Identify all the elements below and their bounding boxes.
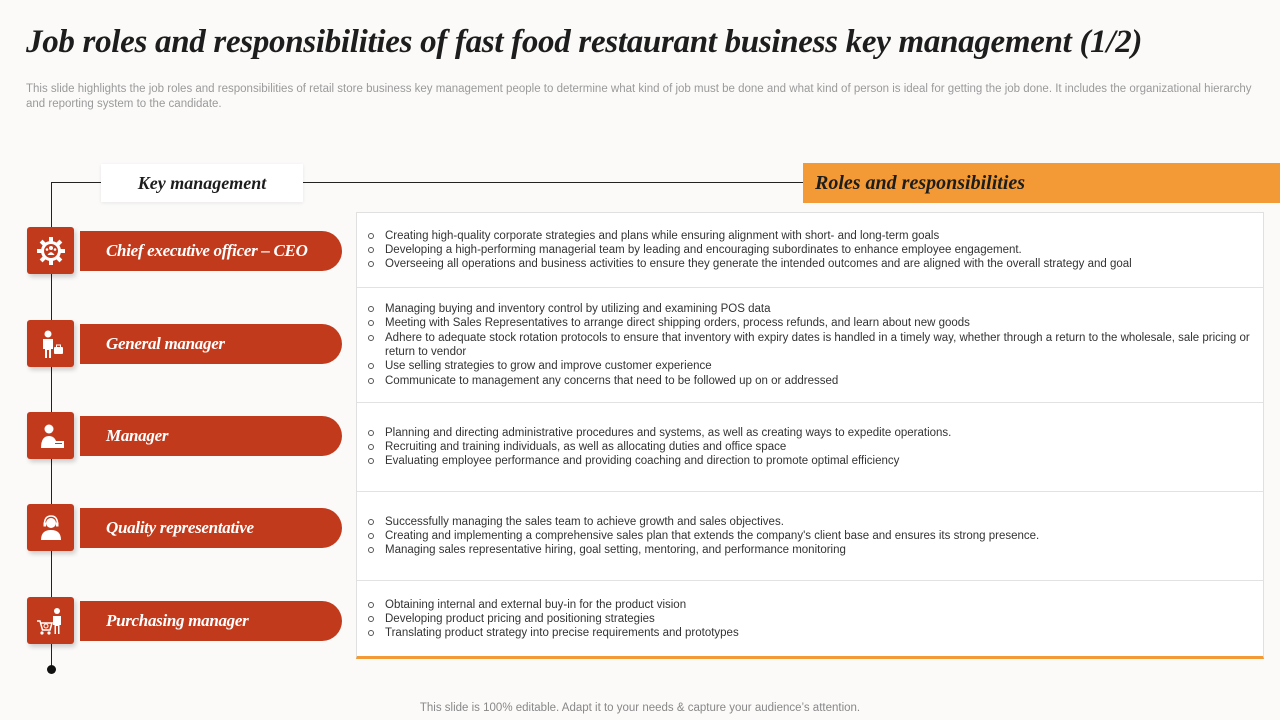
manager-desk-icon (27, 412, 74, 459)
list-item: Meeting with Sales Representatives to arrange direct shipping orders, process refunds, and learn about new goods (367, 316, 1251, 330)
responsibilities-panel (356, 212, 1264, 659)
list-item: Recruiting and training individuals, as well as allocating duties and office space (367, 440, 951, 454)
gear-people-icon (27, 227, 74, 274)
headset-person-icon (27, 504, 74, 551)
responsibility-list (367, 598, 739, 641)
role-manager (27, 412, 343, 460)
list-item: Obtaining internal and external buy-in for the product vision (367, 598, 739, 612)
list-item: Translating product strategy into precise requirements and prototypes (367, 626, 739, 640)
responsibilities-manager (357, 403, 1263, 492)
role-purchasing-manager (27, 597, 343, 645)
list-item: Communicate to management any concerns that need to be followed up on or addressed (367, 374, 1251, 388)
list-item: Developing product pricing and positioning strategies (367, 612, 739, 626)
list-item: Developing a high-performing managerial team by leading and encouraging subordinates to enhance employee engagement. (367, 243, 1132, 257)
responsibilities-general-manager (357, 288, 1263, 403)
list-item: Managing sales representative hiring, goal setting, mentoring, and performance monitoring (367, 543, 1039, 557)
list-item: Evaluating employee performance and providing coaching and direction to promote optimal efficiency (367, 454, 951, 468)
responsibilities-quality-representative (357, 492, 1263, 581)
businessman-briefcase-icon (27, 320, 74, 367)
role-quality-representative (27, 504, 343, 552)
role-name: Purchasing manager (80, 601, 342, 641)
shopping-cart-person-icon (27, 597, 74, 644)
responsibilities-purchasing-manager (357, 581, 1263, 657)
role-name: Manager (80, 416, 342, 456)
list-item: Overseeing all operations and business activities to ensure they generate the intended outcomes and are aligned with the overall strategy and goal (367, 257, 1132, 271)
list-item: Creating and implementing a comprehensive sales plan that extends the company's client base and ensures its strong presence. (367, 529, 1039, 543)
page-title: Job roles and responsibilities of fast food restaurant business key management (1/2) (26, 24, 1143, 60)
responsibility-list (367, 426, 951, 469)
role-name: General manager (80, 324, 342, 364)
role-name: Chief executive officer – CEO (80, 231, 342, 271)
key-management-label: Key management (101, 164, 303, 202)
list-item: Successfully managing the sales team to achieve growth and sales objectives. (367, 515, 1039, 529)
role-name: Quality representative (80, 508, 342, 548)
page-subtitle: This slide highlights the job roles and responsibilities of retail store business key management people to determine what kind of job must be done and what kind of person is ideal for getting the job done. It includes the organizational hierarchy and reporting system to the candidate. (26, 83, 1252, 110)
roles-header: Roles and responsibilities (803, 163, 1280, 203)
list-item: Use selling strategies to grow and improve customer experience (367, 359, 1251, 373)
responsibility-list (367, 229, 1132, 272)
list-item: Adhere to adequate stock rotation protocols to ensure that inventory with expiry dates is handled in a timely way, whether through a return to the wholesale, sale pricing or return to vendor (367, 331, 1251, 360)
role-ceo (27, 227, 343, 275)
responsibilities-ceo (357, 213, 1263, 288)
footer-note: This slide is 100% editable. Adapt it to your needs & capture your audience’s attention. (419, 702, 861, 714)
list-item: Creating high-quality corporate strategies and plans while ensuring alignment with short- and long-term goals (367, 229, 1132, 243)
list-item: Planning and directing administrative procedures and systems, as well as creating ways to expedite operations. (367, 426, 951, 440)
hierarchy-end-dot (47, 665, 56, 674)
list-item: Managing buying and inventory control by utilizing and examining POS data (367, 302, 1251, 316)
responsibility-list (367, 302, 1251, 388)
role-general-manager (27, 320, 343, 368)
responsibility-list (367, 515, 1039, 558)
